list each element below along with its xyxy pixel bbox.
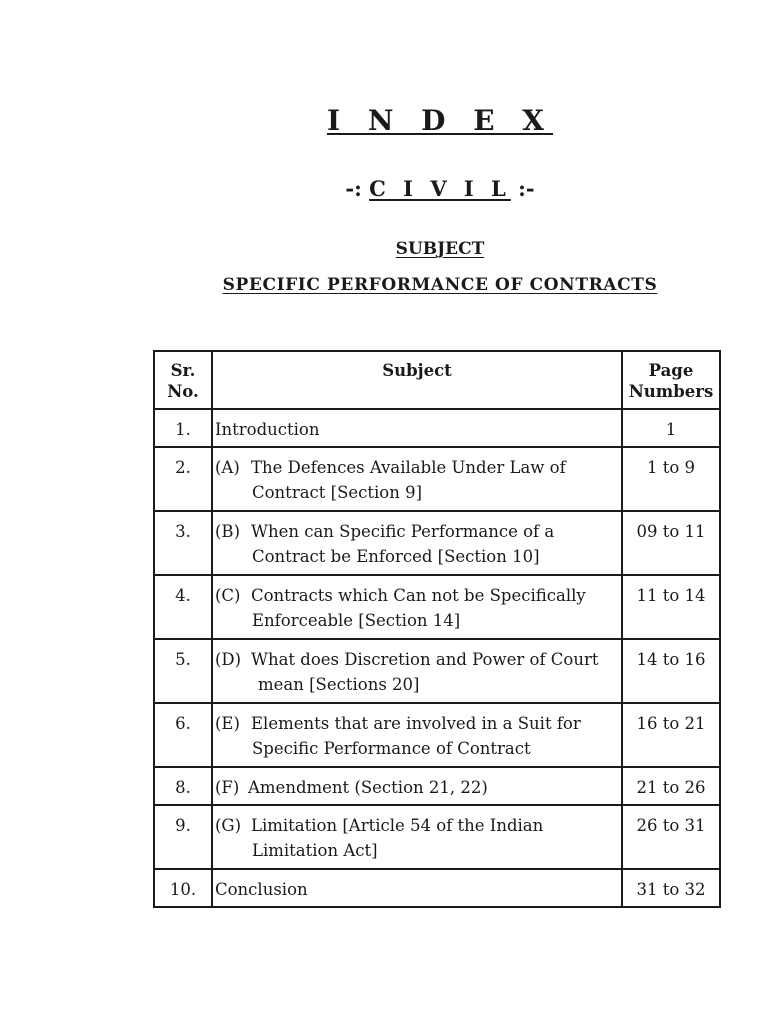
row-subject bbox=[212, 511, 622, 575]
row-sr-no: 8. bbox=[154, 767, 212, 805]
table-row bbox=[154, 511, 720, 575]
row-subject-prefix: (E) bbox=[215, 714, 240, 733]
header-subject bbox=[212, 351, 622, 409]
row-sr-no: 1. bbox=[154, 409, 212, 447]
table-row bbox=[154, 869, 720, 907]
table-row bbox=[154, 409, 720, 447]
row-subject-prefix: (C) bbox=[215, 586, 241, 605]
row-subject-line1: Limitation [Article 54 of the Indian bbox=[251, 816, 544, 835]
header-subject-label: Subject bbox=[382, 361, 452, 380]
row-subject bbox=[212, 805, 622, 869]
row-pages: 1 to 9 bbox=[622, 447, 720, 511]
header-sr-no bbox=[154, 351, 212, 409]
row-subject-line2: Limitation Act] bbox=[252, 841, 378, 860]
subject-heading: SUBJECT bbox=[395, 239, 485, 259]
row-subject bbox=[212, 409, 622, 447]
row-subject-line1: Introduction bbox=[215, 420, 320, 439]
table-row bbox=[154, 447, 720, 511]
row-pages: 16 to 21 bbox=[622, 703, 720, 767]
row-sr-no: 10. bbox=[154, 869, 212, 907]
subject-title: SPECIFIC PERFORMANCE OF CONTRACTS bbox=[222, 275, 658, 295]
row-sr-no: 4. bbox=[154, 575, 212, 639]
row-subject bbox=[212, 447, 622, 511]
index-title: I N D E X bbox=[326, 104, 554, 137]
row-subject-prefix: (B) bbox=[215, 522, 240, 541]
row-subject-line1: Amendment (Section 21, 22) bbox=[248, 778, 488, 797]
row-pages: 31 to 32 bbox=[622, 869, 720, 907]
row-subject bbox=[212, 703, 622, 767]
row-subject-prefix: (D) bbox=[215, 650, 242, 669]
row-pages: 11 to 14 bbox=[622, 575, 720, 639]
header-page-line2: Numbers bbox=[628, 382, 714, 401]
row-subject-line2: Specific Performance of Contract bbox=[252, 739, 531, 758]
row-subject-line1: Contracts which Can not be Specifically bbox=[251, 586, 586, 605]
row-sr-no: 3. bbox=[154, 511, 212, 575]
row-pages: 26 to 31 bbox=[622, 805, 720, 869]
row-sr-no: 2. bbox=[154, 447, 212, 511]
row-subject-line1: Conclusion bbox=[215, 880, 308, 899]
row-subject-line2: Contract be Enforced [Section 10] bbox=[252, 547, 540, 566]
table-row bbox=[154, 639, 720, 703]
row-subject-prefix: (G) bbox=[215, 816, 242, 835]
civil-heading bbox=[0, 176, 768, 201]
row-subject bbox=[212, 575, 622, 639]
table-row bbox=[154, 703, 720, 767]
table-row bbox=[154, 805, 720, 869]
row-subject-prefix: (A) bbox=[215, 458, 240, 477]
row-sr-no: 5. bbox=[154, 639, 212, 703]
header-sr-line2: No. bbox=[167, 382, 199, 401]
header-page-line1: Page bbox=[648, 361, 694, 380]
row-subject-line2: Enforceable [Section 14] bbox=[252, 611, 461, 630]
table-row bbox=[154, 767, 720, 805]
row-pages: 09 to 11 bbox=[622, 511, 720, 575]
header-page-numbers bbox=[622, 351, 720, 409]
header-sr-line1: Sr. bbox=[170, 361, 196, 380]
index-table bbox=[153, 350, 721, 908]
row-subject-line2: mean [Sections 20] bbox=[258, 675, 420, 694]
row-subject-line1: The Defences Available Under Law of bbox=[251, 458, 566, 477]
row-subject bbox=[212, 767, 622, 805]
table-row bbox=[154, 575, 720, 639]
row-subject-line1: What does Discretion and Power of Court bbox=[251, 650, 599, 669]
row-subject-line2: Contract [Section 9] bbox=[252, 483, 423, 502]
row-sr-no: 6. bbox=[154, 703, 212, 767]
row-sr-no: 9. bbox=[154, 805, 212, 869]
civil-suffix: :- bbox=[510, 176, 535, 201]
civil-prefix: -: bbox=[345, 176, 370, 201]
row-subject bbox=[212, 639, 622, 703]
row-subject bbox=[212, 869, 622, 907]
row-pages: 1 bbox=[622, 409, 720, 447]
row-subject-prefix: (F) bbox=[215, 778, 240, 797]
row-pages: 14 to 16 bbox=[622, 639, 720, 703]
row-subject-line1: When can Specific Performance of a bbox=[251, 522, 555, 541]
civil-word: C I V I L bbox=[369, 176, 511, 201]
table-header-row bbox=[154, 351, 720, 409]
row-pages: 21 to 26 bbox=[622, 767, 720, 805]
row-subject-line1: Elements that are involved in a Suit for bbox=[251, 714, 581, 733]
